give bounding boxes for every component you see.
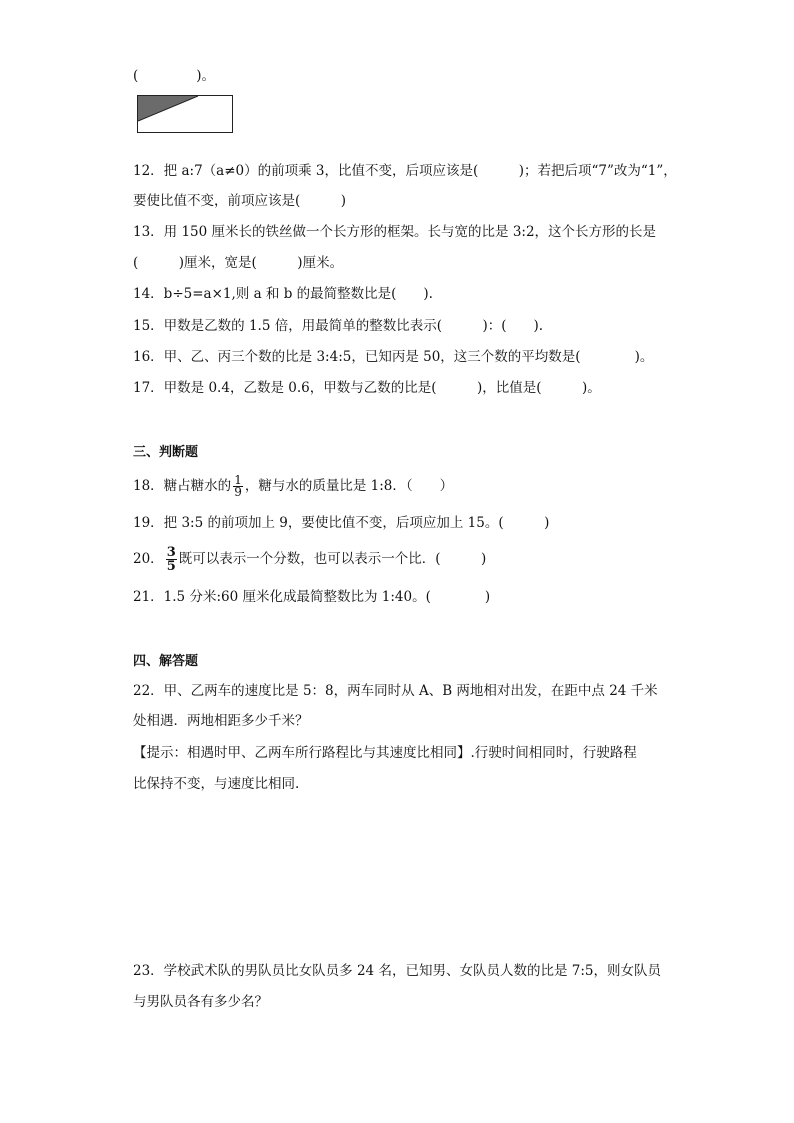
question-18 xyxy=(133,473,453,499)
question-20-pre: 20． xyxy=(133,551,164,567)
question-15: 15．甲数是乙数的 1.5 倍，用最简单的整数比表示( )：( ). xyxy=(133,318,544,334)
question-22-line2: 处相遇．两地相距多少千米？ xyxy=(133,713,309,729)
question-20 xyxy=(133,545,486,573)
question-18-pre: 18．糖占糖水的 xyxy=(133,478,232,494)
question-21: 21．1.5 分米:60 厘米化成最简整数比为 1:40。( ) xyxy=(133,589,491,605)
section-title-answer: 四、解答题 xyxy=(133,654,199,669)
section-title-judge: 三、判断题 xyxy=(133,445,199,460)
question-23-line1: 23．学校武术队的男队员比女队员多 24 名，已知男、女队员人数的比是 7:5，则女队员 xyxy=(133,963,661,979)
question-13-line2: ( )厘米，宽是( )厘米。 xyxy=(133,255,344,271)
question-23-line2: 与男队员各有多少名？ xyxy=(133,994,268,1010)
paren-open: ( xyxy=(133,68,139,84)
paren-close: )。 xyxy=(196,68,216,84)
question-20-post: 既可以表示一个分数，也可以表示一个比．( ) xyxy=(178,551,487,567)
question-16: 16．甲、乙、丙三个数的比是 3:4:5，已知丙是 50，这三个数的平均数是( )。 xyxy=(133,349,654,365)
question-19: 19．把 3:5 的前项加上 9，要使比值不变，后项应加上 15。( ) xyxy=(133,515,550,531)
question-12-line2: 要使比值不变，前项应该是( ) xyxy=(133,193,347,209)
hint-line2: 比保持不变，与速度比相同. xyxy=(133,776,300,792)
answer-blank-top xyxy=(133,66,215,86)
hint-line1: 【提示：相遇时甲、乙两车所行路程比与其速度比相同】.行驶时间相同时，行驶路程 xyxy=(133,745,637,761)
question-18-post: ，糖与水的质量比是 1:8．（ ） xyxy=(244,478,454,494)
question-12-line1: 12．把 a:7（a≠0）的前项乘 3，比值不变，后项应该是( )；若把后项“7”改为“1”， xyxy=(133,163,677,179)
fraction-three-fifths: $\frac{3}{5}$ xyxy=(166,545,176,574)
question-13-line1: 13．用 150 厘米长的铁丝做一个长方形的框架。长与宽的比是 3:2，这个长方形的长是 xyxy=(133,224,657,240)
question-14: 14．b÷5=a×1,则 a 和 b 的最简整数比是( ). xyxy=(133,286,433,302)
fraction-one-ninth: $\frac{1}{9}$ xyxy=(234,473,242,499)
question-22-line1: 22．甲、乙两车的速度比是 5：8，两车同时从 A、B 两地相对出发，在距中点 24 千米 xyxy=(133,683,658,699)
shaded-rectangle-figure xyxy=(137,95,233,133)
question-17: 17．甲数是 0.4，乙数是 0.6，甲数与乙数的比是( )，比值是( )。 xyxy=(133,380,601,396)
